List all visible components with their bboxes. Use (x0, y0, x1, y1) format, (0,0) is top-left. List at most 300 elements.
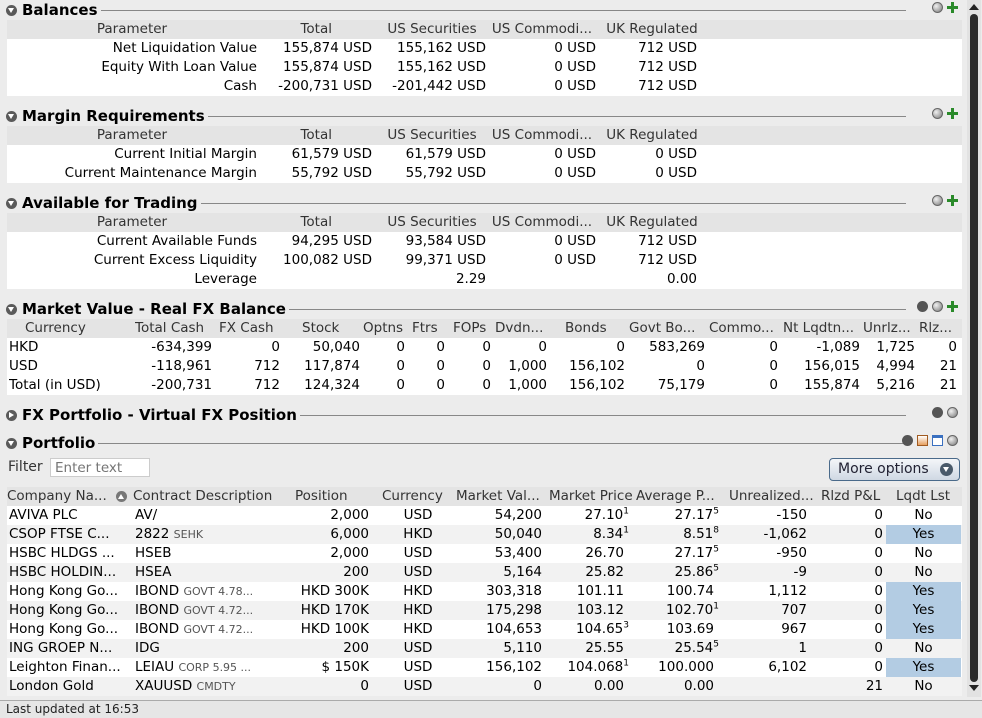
table-cell: 0 (436, 377, 445, 393)
table-cell: Current Available Funds (96, 233, 257, 249)
market-price-value: 104.068 (567, 659, 624, 675)
table-row[interactable] (7, 357, 962, 376)
table-row[interactable] (7, 677, 962, 696)
header-row (7, 213, 962, 232)
average-price (631, 601, 719, 620)
market-price-value: 27.10 (584, 507, 624, 523)
column-header: Parameter (96, 127, 168, 143)
unrealized-pnl: -150 (776, 507, 807, 523)
table-cell: 100,082 USD (283, 252, 372, 268)
company-name: CSOP FTSE C... (9, 526, 110, 542)
contract-symbol: AV/ (135, 507, 158, 523)
filter-input[interactable] (50, 458, 150, 477)
table-cell: 0 (396, 358, 405, 374)
section-icons (917, 301, 958, 312)
company-name: HSBC HLDGS ... (9, 545, 115, 561)
table-cell: 0 (616, 339, 625, 355)
table-cell: 1,000 (508, 358, 547, 374)
column-header[interactable]: Unrealized... (729, 488, 814, 504)
column-header[interactable]: Lqdt Lst (896, 488, 951, 504)
contract-description (135, 601, 283, 620)
config-icon[interactable] (947, 407, 958, 418)
more-options-button[interactable] (829, 458, 960, 481)
market-price (545, 620, 629, 639)
chevron-down-icon (940, 463, 953, 476)
table-cell: 156,102 (569, 358, 625, 374)
realized-pnl: 0 (874, 621, 883, 637)
column-header: Total Cash (135, 320, 205, 336)
column-header: Stock (302, 320, 340, 336)
average-price (631, 677, 719, 696)
section-title: Market Value - Real FX Balance (22, 300, 289, 318)
table-row[interactable] (7, 658, 962, 677)
realized-pnl: 0 (874, 507, 883, 523)
table-cell: 0 (769, 358, 778, 374)
column-header: Ftrs (412, 320, 438, 336)
column-header: Currency (25, 320, 86, 336)
company-name: HSBC HOLDIN... (9, 564, 117, 580)
table-row[interactable] (7, 232, 962, 251)
market-header[interactable] (0, 300, 966, 318)
column-header[interactable]: Market Price (549, 488, 633, 504)
realized-pnl: 21 (865, 678, 883, 694)
balances-header[interactable] (0, 1, 966, 19)
column-header: Commo... (709, 320, 774, 336)
table-cell: 155,874 USD (283, 40, 372, 56)
market-price-value: 101.11 (576, 583, 624, 599)
table-row[interactable] (7, 39, 962, 58)
table-cell: 61,579 USD (405, 146, 486, 162)
column-header: US Securities (387, 127, 477, 143)
table-row[interactable] (7, 639, 962, 658)
market-price-value: 104.65 (576, 621, 624, 637)
company-name: Hong Kong Go... (9, 583, 119, 599)
table-cell: 93,584 USD (405, 233, 486, 249)
table-cell: 0 USD (554, 165, 596, 181)
contract-description (135, 544, 283, 563)
table-cell (486, 270, 596, 289)
column-header: Total (300, 127, 332, 143)
unrealized-pnl: 967 (781, 621, 807, 637)
unrealized-pnl: 1 (798, 640, 807, 656)
table-cell: 0 (538, 339, 547, 355)
average-price-value: 27.17 (674, 507, 714, 523)
market-price-value: 25.55 (585, 640, 624, 656)
table-cell: 4,994 (876, 358, 915, 374)
average-price (631, 582, 719, 601)
expand-icon[interactable] (6, 410, 17, 421)
settings-icon[interactable] (932, 407, 943, 418)
contract-tag: CMDTY (196, 680, 236, 693)
add-icon[interactable] (947, 301, 958, 312)
section-icons (932, 195, 958, 206)
table-cell: 0.00 (666, 271, 697, 287)
table-cell: 0 (948, 339, 957, 355)
config-icon[interactable] (932, 108, 943, 119)
sort-icon[interactable] (116, 491, 127, 502)
table-cell: 712 USD (638, 59, 697, 75)
table-row[interactable] (7, 251, 962, 270)
contract-description (135, 525, 283, 544)
average-price-value: 103.69 (666, 621, 714, 637)
settings-icon[interactable] (917, 301, 928, 312)
table-cell: 55,792 USD (405, 165, 486, 181)
company-name: London Gold (9, 678, 94, 694)
table-cell: 155,162 USD (397, 59, 486, 75)
column-header[interactable]: Contract Description (133, 488, 273, 504)
section-title: FX Portfolio - Virtual FX Position (22, 406, 300, 424)
table-cell: 712 (254, 358, 280, 374)
position: 2,000 (330, 545, 369, 561)
section-icons (932, 2, 958, 13)
unrealized-pnl: 6,102 (768, 659, 807, 675)
collapse-icon[interactable] (6, 111, 17, 122)
liquidate-last: No (914, 564, 933, 580)
column-header: Optns (363, 320, 404, 336)
table-cell: 155,162 USD (397, 40, 486, 56)
table-row[interactable] (7, 601, 962, 620)
position: HKD 100K (300, 621, 369, 637)
market-value: 53,400 (494, 545, 542, 561)
table-cell: Current Initial Margin (114, 146, 257, 162)
column-header: Unrlz... (863, 320, 911, 336)
table-cell: 155,874 (804, 377, 860, 393)
table-row[interactable] (7, 620, 962, 639)
table-cell: 0 USD (655, 146, 697, 162)
table-cell: 0 (396, 377, 405, 393)
section-divider (22, 10, 906, 11)
add-icon[interactable] (947, 2, 958, 13)
table-cell: 124,324 (304, 377, 360, 393)
table-cell: 0 USD (554, 78, 596, 94)
column-header: Govt Bo... (629, 320, 696, 336)
table-row[interactable] (7, 164, 962, 183)
contract-tag: GOVT 4.72... (183, 623, 254, 636)
contract-description (135, 563, 283, 582)
average-price (631, 563, 719, 582)
average-price (631, 525, 719, 544)
market-price-superscript: 3 (623, 620, 629, 631)
table-cell: 712 USD (638, 233, 697, 249)
average-price-value: 102.70 (666, 602, 714, 618)
unrealized-pnl: -9 (793, 564, 807, 580)
column-header[interactable]: Currency (382, 488, 443, 504)
fx-portfolio-section (0, 406, 966, 424)
table-cell: 0 USD (554, 40, 596, 56)
liquidate-last: Yes (886, 582, 961, 601)
margin-section (0, 107, 966, 125)
header-row (7, 20, 962, 39)
market-price (545, 525, 629, 544)
table-row[interactable] (7, 582, 962, 601)
currency: USD (403, 640, 433, 656)
liquidate-last: Yes (886, 601, 961, 620)
position: HKD 170K (300, 602, 369, 618)
liquidate-last: Yes (886, 620, 961, 639)
config-icon[interactable] (932, 195, 943, 206)
table-cell: 0 USD (554, 252, 596, 268)
market-price-superscript: 1 (623, 525, 629, 536)
table-cell: 583,269 (649, 339, 705, 355)
currency: USD (403, 545, 433, 561)
average-price (631, 639, 719, 658)
section-icons (932, 108, 958, 119)
column-header: US Commodi... (491, 21, 593, 37)
unrealized-pnl (721, 677, 807, 696)
trading-section (0, 194, 966, 212)
section-title: Available for Trading (22, 194, 201, 212)
market-price-value: 0.00 (593, 678, 624, 694)
market-value: 104,653 (486, 621, 542, 637)
contract-tag: GOVT 4.72... (183, 604, 254, 617)
portfolio-header[interactable] (0, 434, 966, 452)
market-value: 303,318 (486, 583, 542, 599)
unrealized-pnl: 1,112 (768, 583, 807, 599)
table-cell: Net Liquidation Value (112, 40, 257, 56)
trading-header[interactable] (0, 194, 966, 212)
table-row[interactable] (7, 145, 962, 164)
chart-icon[interactable] (917, 435, 928, 446)
market-table (7, 319, 962, 395)
table-cell: 1,000 (508, 377, 547, 393)
table-cell: 0 (436, 358, 445, 374)
column-header: UK Regulated (606, 214, 698, 230)
trading-table (7, 213, 962, 289)
column-header[interactable]: Position (295, 488, 348, 504)
average-price (631, 544, 719, 563)
column-header[interactable]: Average P... (636, 488, 715, 504)
scroll-thumb[interactable] (970, 14, 978, 682)
position: $ 150K (321, 659, 369, 675)
column-header: Parameter (96, 21, 168, 37)
currency: USD (403, 564, 433, 580)
average-price-superscript: 5 (713, 639, 719, 650)
liquidate-last: No (914, 545, 933, 561)
table-cell: 0 (271, 339, 280, 355)
table-cell: 712 USD (638, 78, 697, 94)
market-price (545, 506, 629, 525)
average-price-value: 100.000 (658, 659, 714, 675)
liquidate-last: Yes (886, 525, 961, 544)
contract-symbol: IDG (135, 640, 160, 656)
market-value: 5,110 (503, 640, 542, 656)
column-header: Total (300, 21, 332, 37)
table-cell: Current Maintenance Margin (64, 165, 257, 181)
currency: HKD (403, 526, 433, 542)
realized-pnl: 0 (874, 545, 883, 561)
table-cell: 156,102 (569, 377, 625, 393)
liquidate-last: No (914, 678, 933, 694)
liquidate-last: No (914, 640, 933, 656)
realized-pnl: 0 (874, 526, 883, 542)
table-cell: 0 (482, 358, 491, 374)
table-row[interactable] (7, 58, 962, 77)
table-cell: Leverage (194, 271, 257, 287)
section-title: Margin Requirements (22, 107, 208, 125)
header-row (7, 487, 962, 506)
table-row[interactable] (7, 338, 962, 357)
contract-symbol: LEIAU (135, 659, 175, 675)
table-cell: 0 (482, 377, 491, 393)
column-header[interactable]: Company Na... (7, 488, 107, 504)
market-value: 5,164 (503, 564, 542, 580)
margin-header[interactable] (0, 107, 966, 125)
collapse-icon[interactable] (6, 304, 17, 315)
status-bar (0, 700, 982, 718)
contract-tag: GOVT 4.78... (183, 585, 254, 598)
column-header: Parameter (96, 214, 168, 230)
contract-description (135, 506, 283, 525)
market-price-superscript: 1 (623, 658, 629, 669)
realized-pnl: 0 (874, 640, 883, 656)
average-price (631, 620, 719, 639)
table-row[interactable] (7, 525, 962, 544)
balances-section (0, 1, 966, 19)
table-cell: 5,216 (876, 377, 915, 393)
average-price-superscript: 5 (713, 544, 719, 555)
column-header[interactable]: Rlzd P&L (821, 488, 881, 504)
position: 6,000 (330, 526, 369, 542)
average-price (631, 506, 719, 525)
collapse-icon[interactable] (6, 5, 17, 16)
header-row (7, 319, 962, 338)
market-price (545, 544, 629, 563)
config-icon[interactable] (932, 301, 943, 312)
market-price (545, 582, 629, 601)
table-row[interactable] (7, 376, 962, 395)
contract-symbol: IBOND (135, 583, 180, 599)
market-price (545, 563, 629, 582)
company-name: Leighton Finan... (9, 659, 121, 675)
table-cell: -118,961 (151, 358, 212, 374)
position: HKD 300K (300, 583, 369, 599)
table-cell: 0 USD (554, 59, 596, 75)
market-value: 0 (533, 678, 542, 694)
fx-portfolio-header[interactable] (0, 406, 966, 424)
vertical-scrollbar[interactable] (967, 0, 981, 697)
average-price-value: 25.86 (674, 564, 714, 580)
column-header: UK Regulated (606, 21, 698, 37)
window-icon[interactable] (932, 435, 943, 446)
table-cell: Cash (223, 78, 257, 94)
column-header: UK Regulated (606, 127, 698, 143)
average-price (631, 658, 719, 677)
add-icon[interactable] (947, 195, 958, 206)
add-icon[interactable] (947, 108, 958, 119)
column-header[interactable]: Market Val... (456, 488, 540, 504)
realized-pnl: 0 (874, 602, 883, 618)
table-cell: 1,725 (876, 339, 915, 355)
table-cell: 0 USD (655, 165, 697, 181)
section-icons (932, 407, 958, 418)
company-name: ING GROEP N... (9, 640, 113, 656)
column-header: Bonds (565, 320, 607, 336)
more-options-label: More options (838, 461, 929, 477)
column-header: Rlz... (919, 320, 953, 336)
collapse-icon[interactable] (6, 438, 17, 449)
table-cell: -634,399 (151, 339, 212, 355)
average-price-value: 8.51 (683, 526, 714, 542)
table-cell: 0 (769, 339, 778, 355)
column-header: Total (300, 214, 332, 230)
table-row[interactable] (7, 544, 962, 563)
contract-symbol: HSEA (135, 564, 172, 580)
company-name: Hong Kong Go... (9, 621, 119, 637)
table-row[interactable] (7, 506, 962, 525)
table-cell (257, 270, 372, 289)
table-cell: 0 (696, 358, 705, 374)
market-value: 54,200 (494, 507, 542, 523)
scroll-down-icon[interactable] (969, 683, 979, 693)
unrealized-pnl: -950 (776, 545, 807, 561)
table-cell: 0 (396, 339, 405, 355)
liquidate-last: Yes (886, 658, 961, 677)
config-icon[interactable] (932, 2, 943, 13)
table-cell: HKD (9, 339, 39, 355)
settings-icon[interactable] (902, 435, 913, 446)
table-cell: 21 (939, 358, 957, 374)
table-cell: -1,089 (816, 339, 860, 355)
column-header: US Commodi... (491, 214, 593, 230)
market-price (545, 658, 629, 677)
average-price-superscript: 8 (713, 525, 719, 536)
contract-description (135, 658, 283, 677)
contract-symbol: HSEB (135, 545, 172, 561)
section-title: Portfolio (22, 434, 98, 452)
average-price-value: 0.00 (683, 678, 714, 694)
table-cell: 712 USD (638, 252, 697, 268)
section-divider (22, 443, 906, 444)
contract-description (135, 639, 283, 658)
table-row[interactable] (7, 563, 962, 582)
table-row[interactable] (7, 77, 962, 96)
table-row[interactable] (7, 270, 962, 289)
collapse-icon[interactable] (6, 198, 17, 209)
scroll-up-icon[interactable] (969, 2, 979, 12)
currency: HKD (403, 583, 433, 599)
unrealized-pnl: 707 (781, 602, 807, 618)
market-price-value: 103.12 (576, 602, 624, 618)
config-icon[interactable] (947, 435, 958, 446)
contract-symbol: 2822 (135, 526, 170, 542)
table-cell: 2.29 (455, 271, 486, 287)
market-value: 50,040 (494, 526, 542, 542)
market-price (545, 677, 629, 696)
portfolio-table (7, 487, 962, 696)
contract-description (135, 677, 283, 696)
contract-symbol: IBOND (135, 602, 180, 618)
contract-symbol: IBOND (135, 621, 180, 637)
table-cell: Equity With Loan Value (101, 59, 257, 75)
table-cell: 50,040 (312, 339, 360, 355)
last-updated-text: Last updated at 16:53 (6, 702, 139, 716)
column-header: Nt Lqdtn... (783, 320, 855, 336)
average-price-superscript: 1 (713, 601, 719, 612)
table-cell: 156,015 (804, 358, 860, 374)
market-price-value: 26.70 (585, 545, 624, 561)
contract-description (135, 582, 283, 601)
table-cell: -201,442 USD (392, 78, 486, 94)
header-row (7, 126, 962, 145)
market-value: 175,298 (486, 602, 542, 618)
table-cell: 0 (436, 339, 445, 355)
contract-tag: SEHK (173, 528, 204, 541)
table-cell: 0 USD (554, 233, 596, 249)
currency: USD (403, 507, 433, 523)
table-cell: 712 USD (638, 40, 697, 56)
section-icons (902, 435, 958, 446)
currency: HKD (403, 602, 433, 618)
